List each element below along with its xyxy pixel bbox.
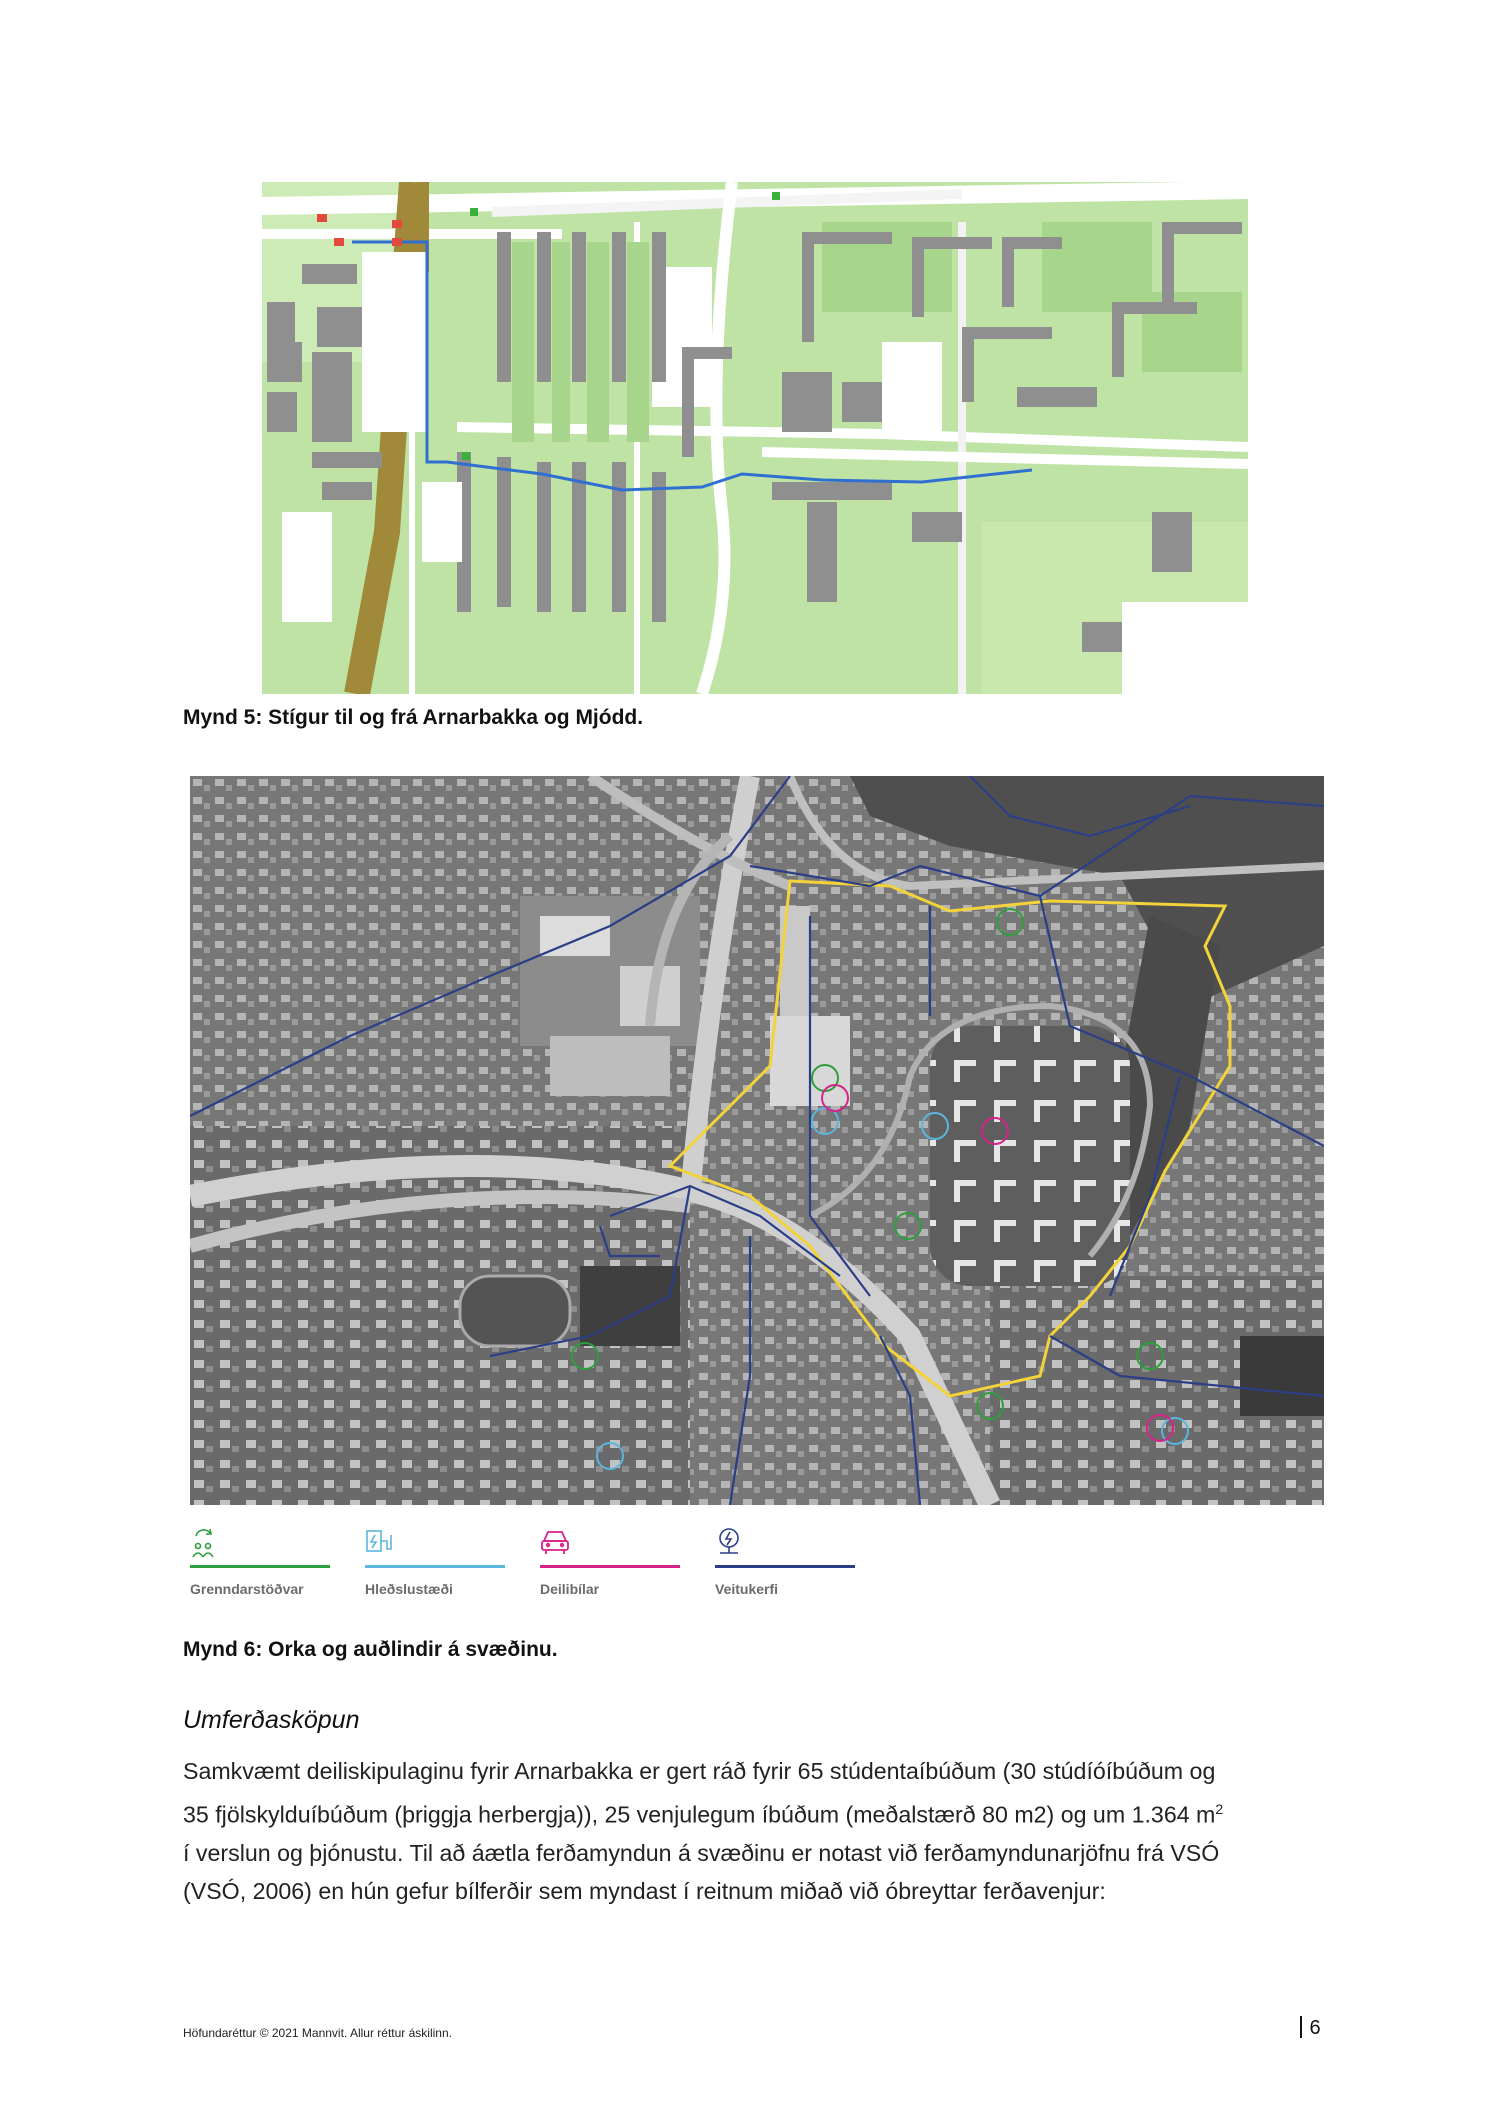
legend-label: Deilibílar (540, 1581, 600, 1597)
legend-line-lightblue (365, 1565, 505, 1568)
legend-veitukerfi (715, 1527, 855, 1607)
paragraph-line: í verslun og þjónustu. Til að áætla ferðamyndun á svæðinu er notast við ferðamyndunarjöfnu frá VSÓ (183, 1839, 1220, 1866)
aerial-photo-figure (190, 776, 1324, 1505)
legend-hledslustaedi (365, 1527, 505, 1607)
paragraph-line: 35 fjölskylduíbúðum (þriggja herbergja)), 25 venjulegum íbúðum (meðalstærð 80 m2) og um 1.364 m (183, 1801, 1216, 1828)
figure-5-caption: Mynd 5: Stígur til og frá Arnarbakka og Mjódd. (183, 706, 644, 729)
body-paragraph (183, 1752, 1328, 1910)
section-heading: Umferðasköpun (183, 1706, 360, 1734)
legend-deilibilar (540, 1527, 680, 1607)
page-number-divider (1300, 2016, 1302, 2038)
aerial-photo-drawing (190, 776, 1324, 1505)
paragraph-line: Samkvæmt deiliskipulaginu fyrir Arnarbakka er gert ráð fyrir 65 stúdentaíbúðum (30 stúdíóíbúðum og (183, 1758, 1216, 1784)
paragraph-line-with-superscript (183, 1790, 1328, 1834)
street-map-drawing (262, 182, 1248, 694)
page-number-value: 6 (1309, 2017, 1321, 2039)
figure-6-caption: Mynd 6: Orka og auðlindir á svæðinu. (183, 1638, 558, 1661)
page-number (1300, 2016, 1321, 2040)
legend-label: Hleðslustæði (365, 1581, 453, 1597)
legend-line-magenta (540, 1565, 680, 1568)
footer-copyright: Höfundaréttur © 2021 Mannvit. Allur réttur áskilinn. (183, 2026, 452, 2040)
legend-grenndarstodvar (190, 1527, 330, 1607)
paragraph-line: (VSÓ, 2006) en hún gefur bílferðir sem myndast í reitnum miðað við óbreyttar ferðavenjur: (183, 1877, 1106, 1904)
street-map-figure (262, 182, 1248, 694)
legend-line-darkblue (715, 1565, 855, 1568)
car-icon (540, 1527, 574, 1561)
legend-label: Veitukerfi (715, 1581, 779, 1597)
superscript-2: 2 (1215, 1801, 1224, 1817)
recycling-people-icon (190, 1527, 220, 1561)
charging-station-icon (365, 1527, 399, 1561)
legend-label: Grenndarstöðvar (190, 1581, 304, 1597)
utility-pin-icon (715, 1527, 749, 1561)
legend-line-green (190, 1565, 330, 1568)
